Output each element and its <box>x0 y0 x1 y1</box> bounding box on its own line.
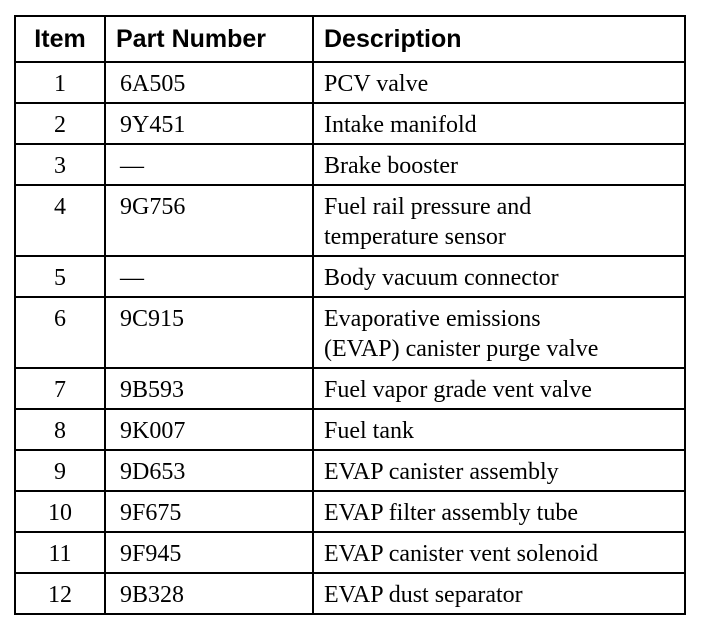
description-line: (EVAP) canister purge valve <box>324 336 599 362</box>
cell-description <box>313 103 685 144</box>
cell-item: 6 <box>15 297 105 368</box>
cell-description <box>313 532 685 573</box>
description-line: EVAP canister assembly <box>324 459 559 485</box>
cell-item: 9 <box>15 450 105 491</box>
cell-item: 11 <box>15 532 105 573</box>
description-line: Body vacuum connector <box>324 265 559 291</box>
table-row <box>15 256 685 297</box>
header-item: Item <box>15 16 105 62</box>
cell-part-number: 9Y451 <box>105 103 313 144</box>
cell-item: 12 <box>15 573 105 614</box>
cell-description <box>313 573 685 614</box>
cell-description <box>313 185 685 256</box>
description-line: Fuel rail pressure and <box>324 194 532 220</box>
table-row <box>15 297 685 368</box>
cell-part-number: — <box>105 256 313 297</box>
table-row <box>15 103 685 144</box>
cell-description <box>313 450 685 491</box>
cell-description <box>313 368 685 409</box>
description-line: EVAP filter assembly tube <box>324 500 578 526</box>
table-row <box>15 185 685 256</box>
table-row <box>15 573 685 614</box>
cell-item: 10 <box>15 491 105 532</box>
cell-part-number: 9D653 <box>105 450 313 491</box>
cell-item: 7 <box>15 368 105 409</box>
description-line: temperature sensor <box>324 224 506 250</box>
cell-part-number: 6A505 <box>105 62 313 103</box>
description-line: Brake booster <box>324 153 458 179</box>
cell-item: 8 <box>15 409 105 450</box>
cell-description <box>313 256 685 297</box>
cell-part-number: 9B593 <box>105 368 313 409</box>
cell-part-number: — <box>105 144 313 185</box>
cell-description <box>313 409 685 450</box>
table-row <box>15 532 685 573</box>
cell-description <box>313 297 685 368</box>
parts-table <box>14 15 686 615</box>
table-row <box>15 450 685 491</box>
header-description: Description <box>313 16 685 62</box>
cell-item: 1 <box>15 62 105 103</box>
description-line: EVAP dust separator <box>324 582 523 608</box>
table-row <box>15 368 685 409</box>
cell-item: 4 <box>15 185 105 256</box>
cell-description <box>313 491 685 532</box>
description-line: Intake manifold <box>324 112 477 138</box>
cell-part-number: 9F945 <box>105 532 313 573</box>
table-row <box>15 409 685 450</box>
table-body <box>15 62 685 614</box>
cell-description <box>313 144 685 185</box>
cell-item: 5 <box>15 256 105 297</box>
cell-part-number: 9K007 <box>105 409 313 450</box>
description-line: Fuel tank <box>324 418 414 444</box>
header-row <box>15 16 685 62</box>
cell-part-number: 9B328 <box>105 573 313 614</box>
description-line: Evaporative emissions <box>324 306 541 332</box>
table-header <box>15 16 685 62</box>
cell-description <box>313 62 685 103</box>
description-line: EVAP canister vent solenoid <box>324 541 598 567</box>
description-line: Fuel vapor grade vent valve <box>324 377 592 403</box>
cell-part-number: 9G756 <box>105 185 313 256</box>
table-row <box>15 491 685 532</box>
cell-part-number: 9F675 <box>105 491 313 532</box>
cell-part-number: 9C915 <box>105 297 313 368</box>
description-line: PCV valve <box>324 71 429 97</box>
table-row <box>15 144 685 185</box>
cell-item: 2 <box>15 103 105 144</box>
header-part-number: Part Number <box>105 16 313 62</box>
table-row <box>15 62 685 103</box>
cell-item: 3 <box>15 144 105 185</box>
